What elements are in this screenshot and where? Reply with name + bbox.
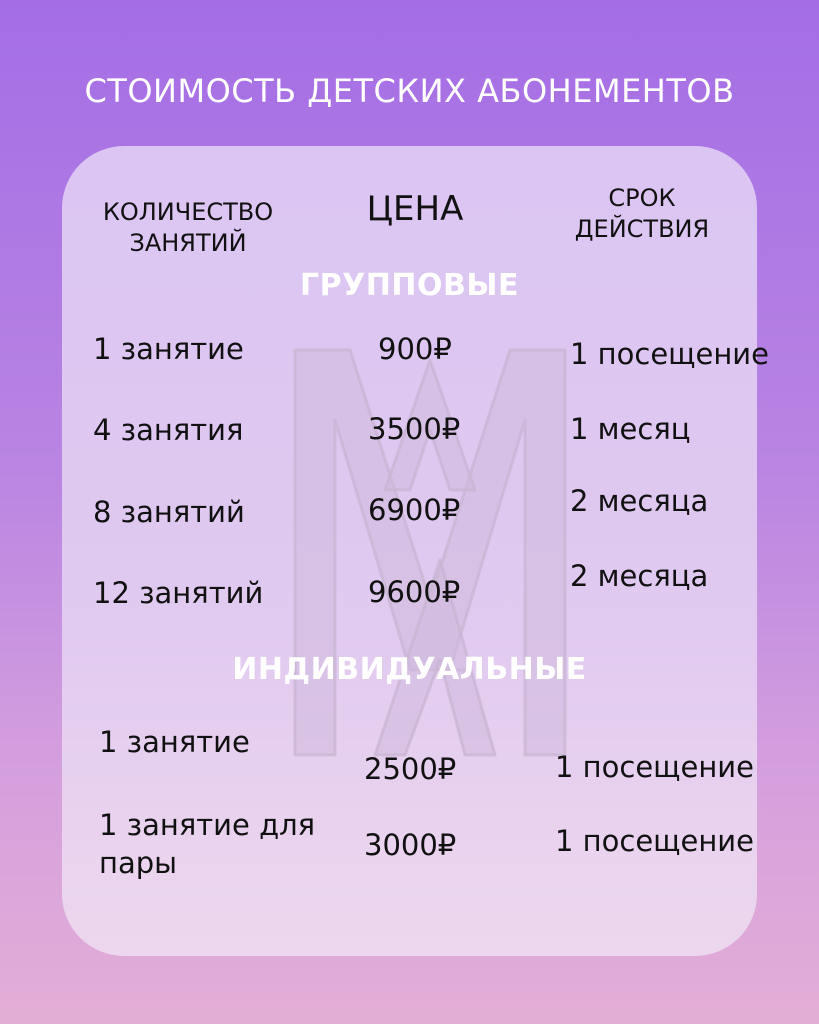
page-title: СТОИМОСТЬ ДЕТСКИХ АБОНЕМЕНТОВ xyxy=(84,72,735,110)
group-row-2-validity: 1 месяц xyxy=(570,412,691,446)
individual-row-2-qty: 1 занятие для пары xyxy=(99,808,316,880)
individual-row-2-validity: 1 посещение xyxy=(555,824,754,858)
monogram-logo-icon xyxy=(290,340,570,760)
individual-row-1-validity: 1 посещение xyxy=(555,750,754,784)
header-quantity: КОЛИЧЕСТВО ЗАНЯТИЙ xyxy=(102,198,274,257)
group-row-3-qty: 8 занятий xyxy=(93,495,245,529)
group-row-4-validity: 2 месяца xyxy=(570,559,709,593)
header-validity: СРОК ДЕЙСТВИЯ xyxy=(574,184,710,243)
group-row-2-qty: 4 занятия xyxy=(93,413,244,447)
individual-row-2-price: 3000₽ xyxy=(364,828,457,862)
group-row-2-price: 3500₽ xyxy=(368,412,461,446)
group-row-3-validity: 2 месяца xyxy=(570,484,709,518)
group-row-1-price: 900₽ xyxy=(378,332,452,366)
group-row-4-qty: 12 занятий xyxy=(93,576,264,610)
group-row-3-price: 6900₽ xyxy=(368,493,461,527)
group-row-4-price: 9600₽ xyxy=(368,575,461,609)
group-row-1-qty: 1 занятие xyxy=(93,332,244,366)
header-price: ЦЕНА xyxy=(366,189,464,229)
section-group-label: ГРУППОВЫЕ xyxy=(300,268,519,303)
group-row-1-validity: 1 посещение xyxy=(570,337,769,371)
section-individual-label: ИНДИВИДУАЛЬНЫЕ xyxy=(232,652,587,687)
individual-row-1-price: 2500₽ xyxy=(364,752,457,786)
individual-row-1-qty: 1 занятие xyxy=(99,725,250,759)
